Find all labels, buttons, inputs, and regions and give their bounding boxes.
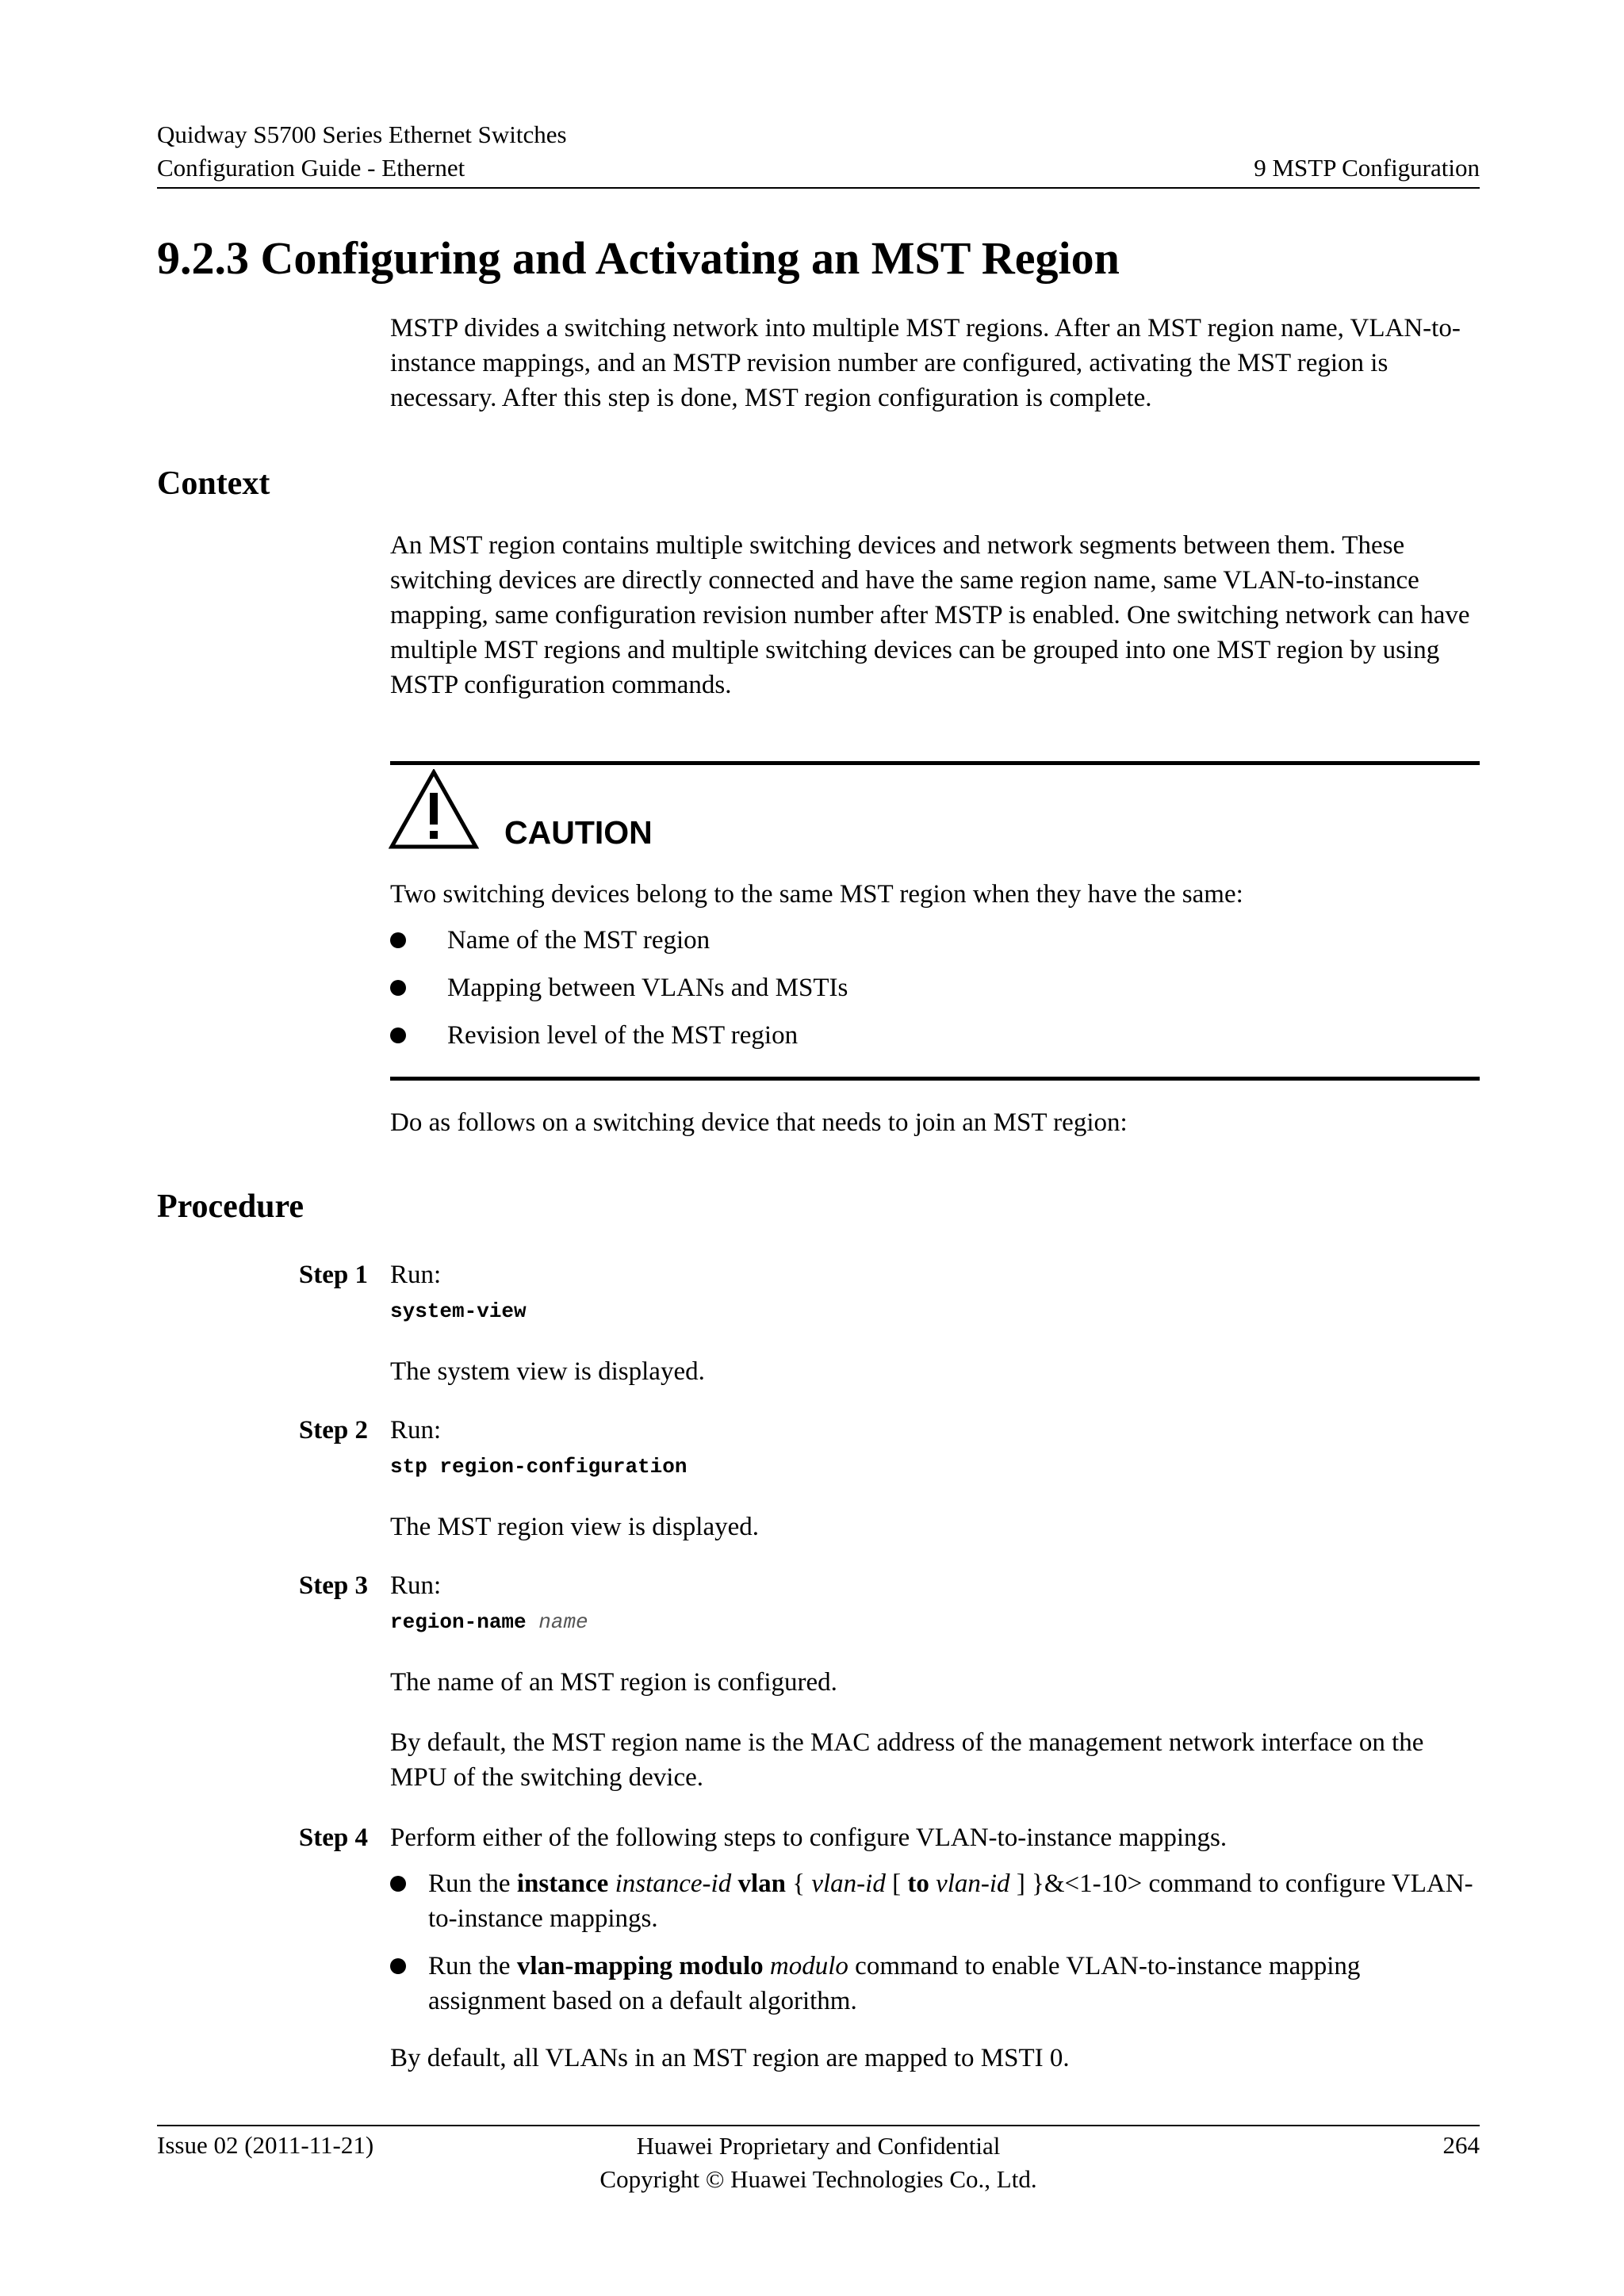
page-number: 264 (1442, 2131, 1480, 2159)
caution-label: CAUTION (504, 814, 653, 851)
caution-top-rule (390, 761, 1480, 765)
step-4-note: By default, all VLANs in an MST region are mapped to MSTI 0. (390, 2044, 1070, 2072)
bullet-icon (390, 1958, 406, 1974)
command-argument: name (538, 1610, 588, 1634)
caution-lead: Two switching devices belong to the same MST region when they have the same: (390, 880, 1243, 909)
step-2-label: Step 2 (298, 1416, 368, 1445)
bullet-icon (390, 932, 406, 948)
footer-confidential: Huawei Proprietary and Confidential Copyright © Huawei Technologies Co., Ltd. (599, 2132, 1037, 2193)
header-guide: Configuration Guide - Ethernet (157, 154, 465, 182)
bullet-icon (390, 1027, 406, 1043)
page-header (157, 119, 1480, 189)
step-2-run: Run: (390, 1416, 442, 1445)
procedure-heading: Procedure (157, 1188, 304, 1225)
step-1-label: Step 1 (298, 1261, 368, 1289)
header-chapter: 9 MSTP Configuration (1254, 154, 1480, 182)
step-4-option-2: Run the vlan-mapping modulo modulo command to enable VLAN-to-instance mapping assignment based on a default algorithm. (390, 1949, 1480, 2019)
header-product: Quidway S5700 Series Ethernet Switches (157, 121, 567, 148)
intro-paragraph: MSTP divides a switching network into multiple MST regions. After an MST region name, VLAN-to-instance mappings, and an MSTP revision number are configured, activating the MST region is necessary. After this step is done, MST region configuration is complete. (390, 314, 1461, 412)
context-paragraph: An MST region contains multiple switching devices and network segments between them. These switching devices are directly connected and have the same region name, same VLAN-to-instance mapping, same configuration revision number after MSTP is enabled. One switching network can have multiple MST regions and multiple switching devices can be grouped into one MST region by using MSTP configuration commands. (390, 531, 1470, 699)
context-heading: Context (157, 465, 270, 502)
step-1-result: The system view is displayed. (390, 1357, 705, 1386)
step-3-note: By default, the MST region name is the MAC address of the management network interface on the MPU of the switching device. (390, 1728, 1424, 1792)
footer-issue: Issue 02 (2011-11-21) (157, 2131, 374, 2159)
step-4-label: Step 4 (298, 1823, 368, 1852)
step-3-label: Step 3 (298, 1571, 368, 1600)
step-4-text: Perform either of the following steps to configure VLAN-to-instance mappings. (390, 1823, 1228, 1852)
step-2-command: stp region-configuration (390, 1455, 688, 1479)
page-footer (157, 2125, 1480, 2214)
section-title: 9.2.3 Configuring and Activating an MST Region (157, 232, 1120, 284)
step-3-command: region-name name (390, 1610, 588, 1634)
step-2-result: The MST region view is displayed. (390, 1513, 759, 1541)
step-3-result: The name of an MST region is configured. (390, 1668, 837, 1697)
bullet-icon (390, 1876, 406, 1892)
caution-bottom-rule (390, 1077, 1480, 1081)
step-3-run: Run: (390, 1571, 442, 1600)
warning-triangle-icon (389, 769, 479, 850)
step-1-run: Run: (390, 1261, 442, 1289)
document-page: Quidway S5700 Series Ethernet Switches Configuration Guide - Ethernet 9 MSTP Configuration 9.2.3 Configuring and Activating an MST Region MSTP divides a switching network into multiple MST regions. After an MST region name, VLAN-to-instance mappings, and an MSTP revision number are configured, activating the MST region is necessary. After this step is done, MST region configuration is complete. Context An MST region contains multiple switching devices and network segments between them. These switching devices are directly connected and have the same region name, same VLAN-to-instance mapping, same configuration revision number after MSTP is enabled. One switching network can have multiple MST regions and multiple switching devices can be grouped into one MST region by using MSTP configuration commands. CAUTION Two switching devices belong to the same MST region when they have the same: Name of the MST region Mapping between VLANs and MSTIs Revision level of the MST region Do as follows on a switching device that needs to join an MST region: Procedure Step 1 Run: system-view The system view is displayed. Step 2 Run: stp region-configuration The MST region view is displayed. Step 3 Run: region-name name The name of an MST region is configured. By default, the MST region name is the MAC address of the management network interface on the MPU of the switching device. Step 4 Perform either of the following steps to configure VLAN-to-instance mappings. Run the instance instance-id vlan { vlan-id [ to vlan-id ] }&<1-10> command to configure VLAN-to-instance mappings. Run the vlan-mapping modulo modulo command to enable VLAN-to-instance mapping assignment based on a default algorithm. By default, all VLANs in an MST region are mapped to MSTI 0. Issue 02 (2011-11-21) Huawei Proprietary and Confidential Copyright © Huawei Technologies Co., Ltd. 264 (0, 0, 1624, 2296)
step-1-command: system-view (390, 1299, 527, 1323)
after-caution-paragraph: Do as follows on a switching device that needs to join an MST region: (390, 1108, 1128, 1137)
bullet-icon (390, 980, 406, 996)
step-4-option-1: Run the instance instance-id vlan { vlan-id [ to vlan-id ] }&<1-10> command to configure VLAN-to-instance mappings. (390, 1866, 1480, 1936)
